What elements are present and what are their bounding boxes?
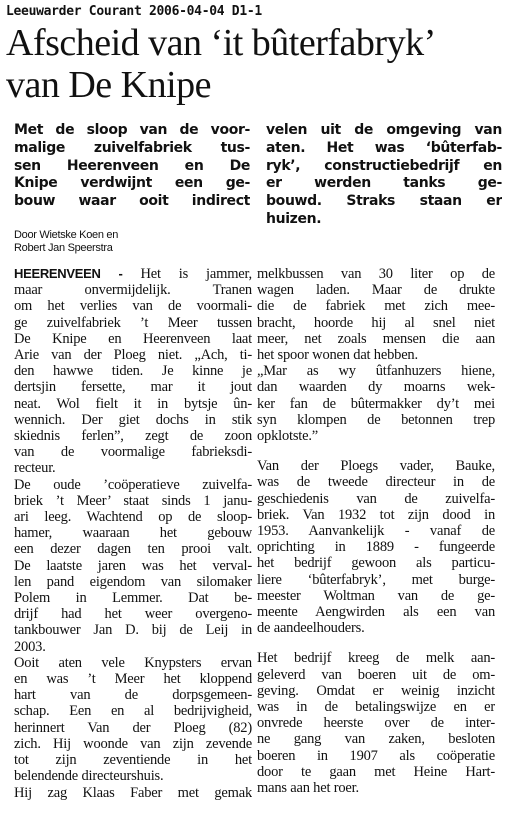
lead-line: bouwd. Straks staan er <box>266 193 502 210</box>
body-line: opklotste.” <box>257 428 319 445</box>
body-line: tot zijn zeventiende in het <box>14 752 252 769</box>
body-line: boeren in 1907 als coöperatie <box>257 747 495 764</box>
lead-paragraph-left <box>14 122 250 211</box>
body-line: meester Woltman van de ge- <box>257 587 495 604</box>
body-line <box>14 266 252 282</box>
body-line: De Knipe en Heerenveen laat <box>14 330 252 347</box>
body-line: briek ’t Meer’ staat sinds 1 janu- <box>14 492 252 509</box>
body-line: Het bedrijf kreeg de melk aan- <box>257 650 495 667</box>
headline-line: Afscheid van ‘it bûterfabryk’ <box>6 22 436 64</box>
body-line: ari leeg. Wachtend op de sloop- <box>14 509 252 526</box>
lead-paragraph-right <box>266 122 502 229</box>
body-line: hamer, waaraan het gebouw <box>14 525 252 542</box>
body-line: Ooit aten vele Knypsters ervan <box>14 654 252 671</box>
lead-line: velen uit de omgeving van <box>266 122 502 138</box>
body-line: De oude ’coöperatieve zuivelfa- <box>14 476 252 493</box>
body-line: was de tweede directeur in de <box>257 474 495 491</box>
body-line: geleverd van boeren uit de om- <box>257 666 495 683</box>
byline <box>14 229 118 255</box>
body-line: skiednis ferlen”, zegt de zoon <box>14 428 252 445</box>
body-line: en was ’t Meer het kloppend <box>14 671 252 688</box>
body-line: door te gaan met Heine Hart- <box>257 763 495 780</box>
lead-line: malige zuivelfabriek tus- <box>14 139 250 156</box>
body-line: om het verlies van de voormali- <box>14 298 252 315</box>
headline <box>6 22 506 106</box>
body-line: liere ‘bûterfabryk’, met burge- <box>257 571 495 588</box>
body-column-right <box>257 266 495 796</box>
lead-line: Met de sloop van de voor- <box>14 122 250 138</box>
lead-line: sen Heerenveen en De <box>14 157 250 174</box>
body-line: Polem in Lemmer. Dat be- <box>14 590 252 607</box>
body-line: dertsjin fersette, mar it jout <box>14 379 252 396</box>
body-line: oprichting in 1889 - fungeerde <box>257 539 495 556</box>
lead-line: Knipe verdwijnt een ge- <box>14 175 250 192</box>
body-line: recteur. <box>14 460 56 477</box>
body-text: Het is jammer, <box>122 266 252 282</box>
body-line: schap. Een en al bedrijvigheid, <box>14 703 252 720</box>
byline-line: Door Wietske Koen en <box>14 229 119 241</box>
body-line: tankbouwer Jan D. bij de Leij in <box>14 622 252 639</box>
body-line: drijf had het weer overgeno- <box>14 606 252 623</box>
body-line: herinnert Van der Ploeg (82) <box>14 719 252 736</box>
body-line: wennich. Der giet dochs in stik <box>14 411 252 428</box>
body-line: meente Aengwirden als een van <box>257 604 495 621</box>
body-line: was in de betalingswijze en er <box>257 699 495 716</box>
dateline: HEERENVEEN - <box>14 266 123 281</box>
body-line: 1953. Aanvankelijk - vanaf de <box>257 523 495 540</box>
lead-line: ryk’, constructiebedrijf en <box>266 157 502 174</box>
body-column-left <box>14 266 252 801</box>
body-line: len pand eigendom van silomaker <box>14 573 252 590</box>
body-line: hart van de dorpsgemeen- <box>14 687 252 704</box>
body-line: melkbussen van 30 liter op de <box>257 266 495 282</box>
body-line: 2003. <box>14 638 46 655</box>
newspaper-source-label: Leeuwarder Courant 2006-04-04 D1-1 <box>6 4 262 19</box>
body-line: syn klompen de betonnen trep <box>257 411 495 428</box>
lead-line: er werden tanks ge- <box>266 175 502 192</box>
body-line: Hij zag Klaas Faber met gemak <box>14 784 252 801</box>
lead-line: bouw waar ooit indirect <box>14 193 250 210</box>
body-line: Arie van der Ploeg niet. „Ach, ti- <box>14 347 252 364</box>
body-line: mans aan het roer. <box>257 780 359 797</box>
body-line: meer, net zoals mensen die aan <box>257 330 495 347</box>
lead-line: aten. Het was ‘bûterfab- <box>266 139 502 156</box>
body-line: het spoor wonen dat hebben. <box>257 347 418 364</box>
body-line: onvrede heerste over de inter- <box>257 715 495 732</box>
body-line: „Mar as wy ûtfanhuzers hiene, <box>257 363 495 380</box>
headline-line: van De Knipe <box>6 64 212 106</box>
body-line: ge zuivelfabriek ’t Meer tussen <box>14 314 252 331</box>
body-line: den hawwe tiden. Je kinne je <box>14 363 252 380</box>
body-line: Van der Ploegs vader, Bauke, <box>257 458 495 475</box>
body-line: De laatste jaren was het verval- <box>14 557 252 574</box>
body-line: bracht, hoorde hij al snel niet <box>257 314 495 331</box>
body-line: neat. Wol fielt it in bytsje ûn- <box>14 395 252 412</box>
body-line: wagen laden. Maar de drukte <box>257 282 495 299</box>
body-line: dan waarden dy moarns wek- <box>257 379 495 396</box>
body-line: geving. Omdat er weinig inzicht <box>257 682 495 699</box>
body-line: de aandeelhouders. <box>257 620 365 637</box>
body-line: van de voormalige fabrieksdi- <box>14 444 252 461</box>
byline-line: Robert Jan Speerstra <box>14 242 113 254</box>
body-line: het bedrijf gewoon als particu- <box>257 555 495 572</box>
body-line: ne gang van zaken, besloten <box>257 731 495 748</box>
body-line: geschiedenis van de zuivelfa- <box>257 490 495 507</box>
body-line: een dezer dagen ten prooi valt. <box>14 541 252 558</box>
body-line: maar onvermijdelijk. Tranen <box>14 282 252 299</box>
body-line: briek. Van 1932 tot zijn dood in <box>257 506 495 523</box>
body-line: ker fan de bûtermakker dy’t mei <box>257 395 495 412</box>
body-line: zich. Hij woonde van zijn zevende <box>14 735 252 752</box>
lead-line: huizen. <box>266 210 322 227</box>
body-line: belendende directeurshuis. <box>14 768 164 785</box>
body-line: die de fabriek met zich mee- <box>257 298 495 315</box>
